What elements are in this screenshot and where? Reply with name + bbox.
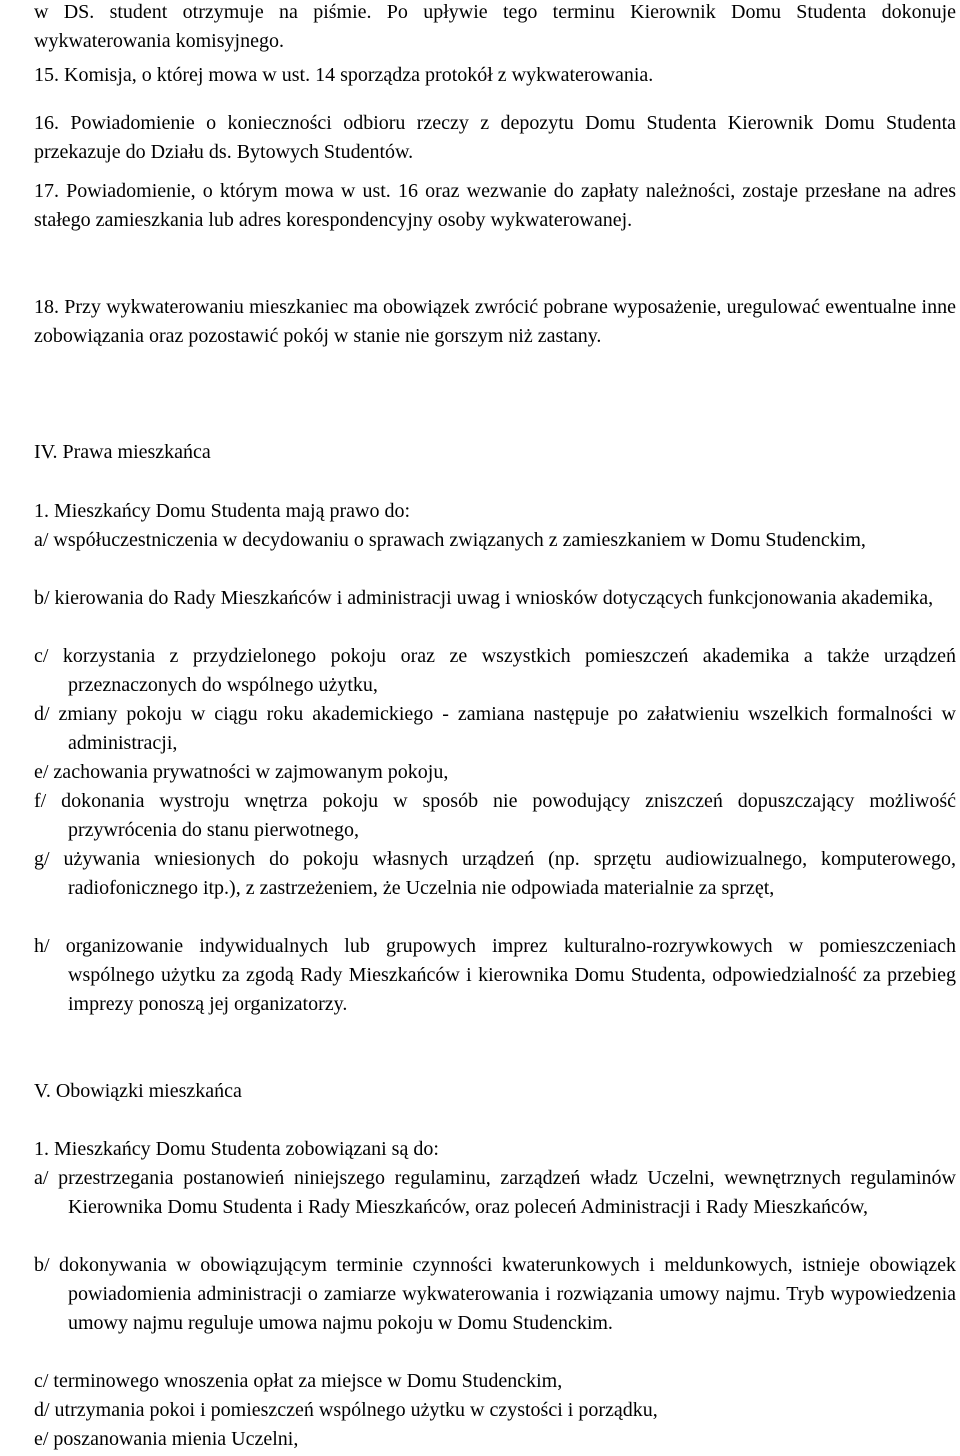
section-iv-item-c: c/ korzystania z przydzielonego pokoju oraz ze wszystkich pomieszczeń akademika a także urządzeń przeznaczonych do wspólnego użytku, xyxy=(34,645,956,696)
section-v-item-a: a/ przestrzegania postanowień niniejszego regulaminu, zarządzeń władz Uczelni, wewnętrznych regulaminów Kierownika Domu Studenta i Rady Mieszkańców, oraz poleceń Administracji i Rady Mieszkańców, xyxy=(34,1167,956,1218)
section-iv-heading: IV. Prawa mieszkańca xyxy=(34,441,211,463)
section-iv-item-g: g/ używania wniesionych do pokoju własnych urządzeń (np. sprzętu audiowizualnego, komputerowego, radiofonicznego itp.), z zastrzeżeniem, że Uczelnia nie odpowiada materialnie za sprzęt, xyxy=(34,848,956,899)
section-iv-intro: 1. Mieszkańcy Domu Studenta mają prawo do: xyxy=(34,500,411,522)
section-iv-item-b: b/ kierowania do Rady Mieszkańców i administracji uwag i wniosków dotyczących funkcjonowania akademika, xyxy=(34,587,934,609)
section-v-heading: V. Obowiązki mieszkańca xyxy=(34,1080,242,1102)
section-v-intro: 1. Mieszkańcy Domu Studenta zobowiązani są do: xyxy=(34,1138,439,1160)
section-v-item-b: b/ dokonywania w obowiązującym terminie czynności kwaterunkowych i meldunkowych, istnieje obowiązek powiadomienia administracji o zamiarze wykwaterowania i rozwiązania umowy najmu. Tryb wypowiedzenia umowy najmu reguluje umowa najmu pokoju w Domu Studenckim. xyxy=(34,1254,956,1334)
section-v-item-d: d/ utrzymania pokoi i pomieszczeń wspólnego użytku w czystości i porządku, xyxy=(34,1399,658,1421)
section-iv-item-d: d/ zmiany pokoju w ciągu roku akademickiego - zamiana następuje po załatwieniu wszelkich formalności w administracji, xyxy=(34,703,956,754)
section-iv-item-e: e/ zachowania prywatności w zajmowanym pokoju, xyxy=(34,761,449,783)
paragraph-16: 16. Powiadomienie o konieczności odbioru rzeczy z depozytu Domu Studenta Kierownik Domu Studenta przekazuje do Działu ds. Bytowych Studentów. xyxy=(34,112,956,163)
paragraph-continuation: w DS. student otrzymuje na piśmie. Po upływie tego terminu Kierownik Domu Studenta dokonuje wykwaterowania komisyjnego. xyxy=(34,1,956,52)
paragraph-17: 17. Powiadomienie, o którym mowa w ust. 16 oraz wezwanie do zapłaty należności, zostaje przesłane na adres stałego zamieszkania lub adres korespondencyjny osoby wykwaterowanej. xyxy=(34,180,956,231)
paragraph-15: 15. Komisja, o której mowa w ust. 14 sporządza protokół z wykwaterowania. xyxy=(34,64,654,86)
section-v-item-c: c/ terminowego wnoszenia opłat za miejsce w Domu Studenckim, xyxy=(34,1370,563,1392)
section-iv-item-h: h/ organizowanie indywidualnych lub grupowych imprez kulturalno-rozrywkowych w pomieszczeniach wspólnego użytku za zgodą Rady Mieszkańców i kierownika Domu Studenta, odpowiedzialność za przebieg imprezy ponoszą jej organizatorzy. xyxy=(34,935,956,1015)
section-v-item-e: e/ poszanowania mienia Uczelni, xyxy=(34,1428,299,1450)
section-iv-item-a: a/ współuczestniczenia w decydowaniu o sprawach związanych z zamieszkaniem w Domu Studenckim, xyxy=(34,529,866,551)
section-iv-item-f: f/ dokonania wystroju wnętrza pokoju w sposób nie powodujący zniszczeń dopuszczający możliwość przywrócenia do stanu pierwotnego, xyxy=(34,790,956,841)
paragraph-18: 18. Przy wykwaterowaniu mieszkaniec ma obowiązek zwrócić pobrane wyposażenie, uregulować ewentualne inne zobowiązania oraz pozostawić pokój w stanie nie gorszym niż zastany. xyxy=(34,296,956,347)
